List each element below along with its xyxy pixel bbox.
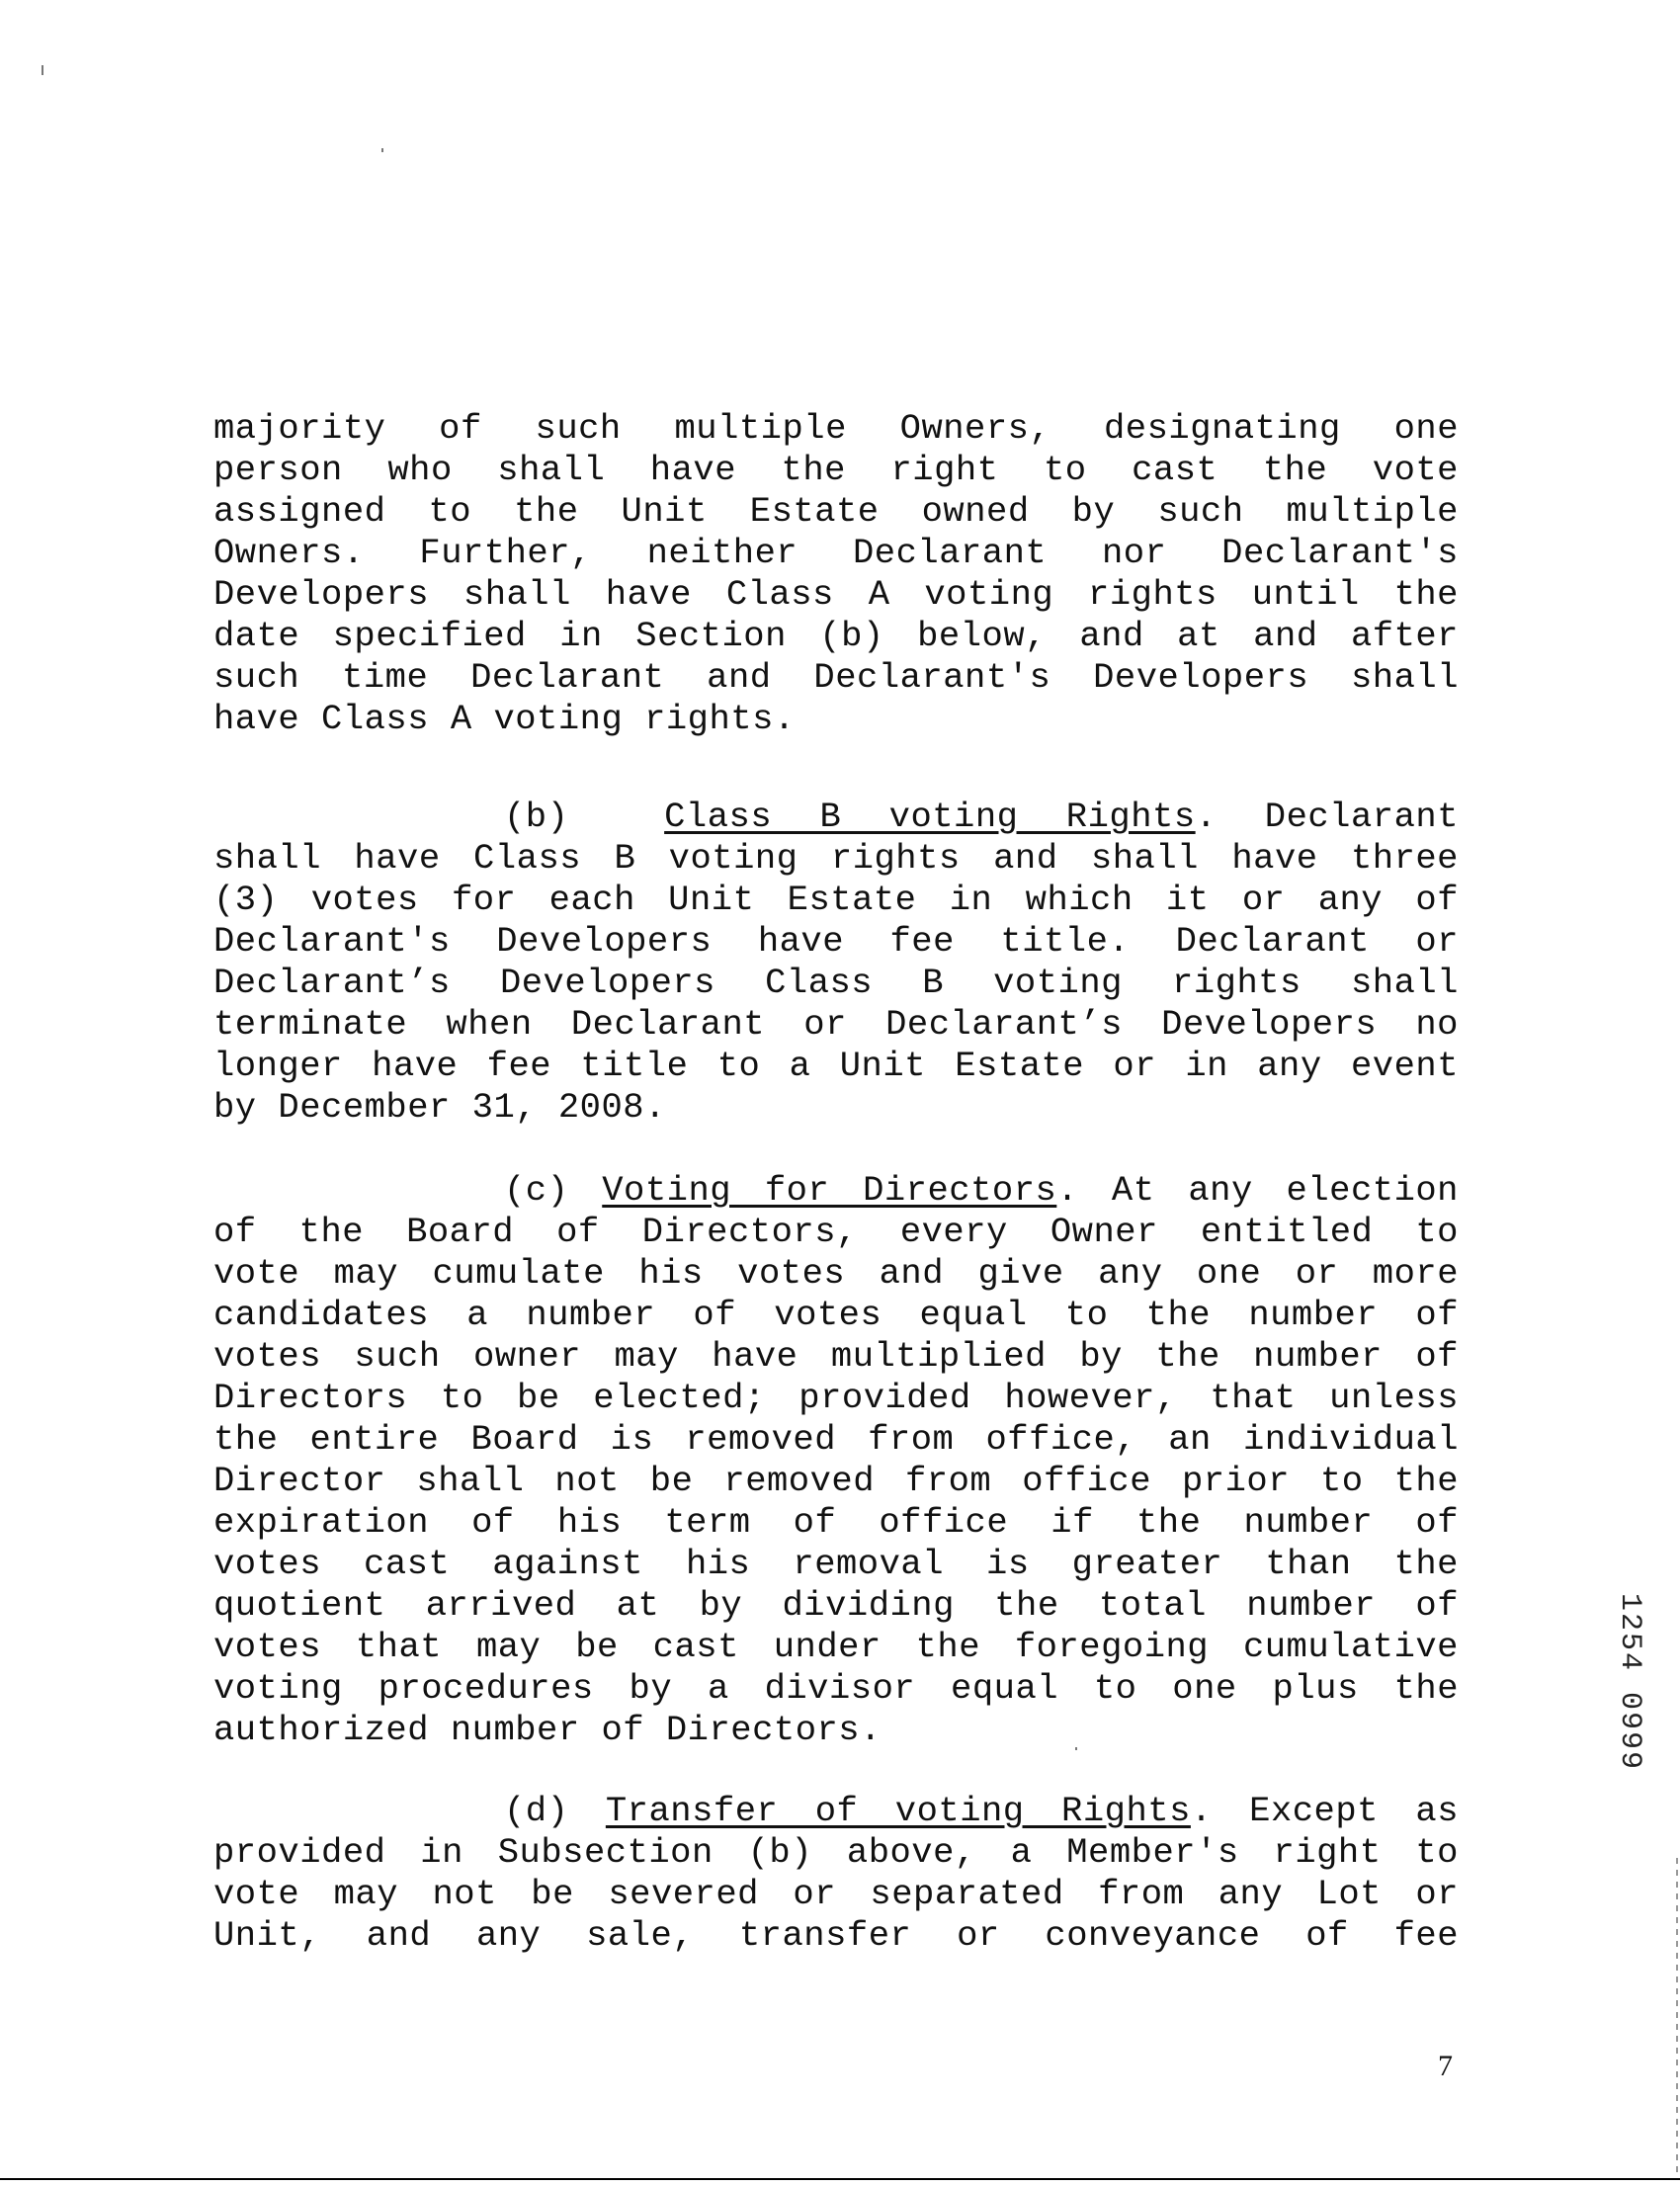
text-line: Owners. Further, neither Declarant nor Declarant's	[213, 533, 1459, 573]
text-line: majority of such multiple Owners, designating one	[213, 408, 1459, 449]
text-line: Developers shall have Class A voting rights until the	[213, 574, 1459, 615]
paragraph-voting-for-directors	[213, 1170, 1459, 1751]
text-line: provided in Subsection (b) above, a Member's right to	[213, 1832, 1459, 1873]
subsection-heading: Class B voting Rights	[664, 797, 1196, 837]
text-line: Declarant's Developers have fee title. Declarant or	[213, 921, 1459, 962]
subsection-marker: (d)	[504, 1791, 569, 1831]
first-line-rest: . Except as	[1190, 1791, 1460, 1831]
paragraph-first-line	[213, 797, 1459, 838]
text-line: Directors to be elected; provided however, that unless	[213, 1378, 1459, 1418]
paragraph-continuation	[213, 408, 1459, 740]
side-stamp-text: 1254 0999	[1613, 1593, 1646, 1772]
text-line: expiration of his term of office if the number of	[213, 1502, 1459, 1543]
scan-speck	[42, 65, 43, 75]
text-line: have Class A voting rights.	[213, 699, 796, 739]
text-line: date specified in Section (b) below, and at and after	[213, 616, 1459, 656]
text-line: quotient arrived at by dividing the total number of	[213, 1585, 1459, 1626]
first-line-rest: . Declarant	[1195, 797, 1460, 837]
text-line: votes such owner may have multiplied by the number of	[213, 1336, 1459, 1377]
page-number: 7	[1438, 2050, 1453, 2082]
text-line: person who shall have the right to cast the vote	[213, 450, 1459, 490]
text-line: voting procedures by a divisor equal to one plus the	[213, 1668, 1459, 1709]
text-line: assigned to the Unit Estate owned by such multiple	[213, 491, 1459, 532]
text-line: votes cast against his removal is greater than the	[213, 1544, 1459, 1584]
text-line: Unit, and any sale, transfer or conveyance of fee	[213, 1915, 1459, 1956]
subsection-heading: Transfer of voting Rights	[605, 1791, 1191, 1831]
subsection-marker: (b)	[504, 797, 569, 837]
text-line: vote may not be severed or separated from any Lot or	[213, 1874, 1459, 1914]
text-line: shall have Class B voting rights and shall have three	[213, 838, 1459, 879]
text-line: longer have fee title to a Unit Estate or in any event	[213, 1046, 1459, 1086]
side-recording-stamp	[1611, 1593, 1650, 1860]
scan-speck	[1075, 1747, 1077, 1750]
text-line: of the Board of Directors, every Owner entitled to	[213, 1212, 1459, 1252]
paragraph-first-line	[213, 1170, 1459, 1212]
scan-speck	[381, 148, 383, 152]
paragraph-class-b-voting-rights	[213, 797, 1459, 1129]
text-line: authorized number of Directors.	[213, 1710, 882, 1750]
paragraph-transfer-of-voting-rights	[213, 1791, 1459, 1957]
text-line: by December 31, 2008.	[213, 1087, 666, 1128]
text-line: the entire Board is removed from office, an individual	[213, 1419, 1459, 1460]
text-line: Director shall not be removed from office prior to the	[213, 1461, 1459, 1501]
text-line: votes that may be cast under the foregoing cumulative	[213, 1627, 1459, 1667]
scan-edge-marks	[1676, 1858, 1678, 2174]
subsection-heading: Voting for Directors	[602, 1170, 1057, 1211]
text-line: Declarant’s Developers Class B voting rights shall	[213, 963, 1459, 1003]
text-line: (3) votes for each Unit Estate in which it or any of	[213, 880, 1459, 920]
text-line: candidates a number of votes equal to the number of	[213, 1295, 1459, 1335]
scan-bottom-edge	[0, 2178, 1680, 2180]
paragraph-first-line	[213, 1791, 1459, 1832]
text-line: terminate when Declarant or Declarant’s Developers no	[213, 1004, 1459, 1045]
text-line: vote may cumulate his votes and give any one or more	[213, 1253, 1459, 1294]
subsection-marker: (c)	[504, 1170, 569, 1211]
first-line-rest: . At any election	[1056, 1170, 1459, 1211]
text-line: such time Declarant and Declarant's Developers shall	[213, 657, 1459, 698]
